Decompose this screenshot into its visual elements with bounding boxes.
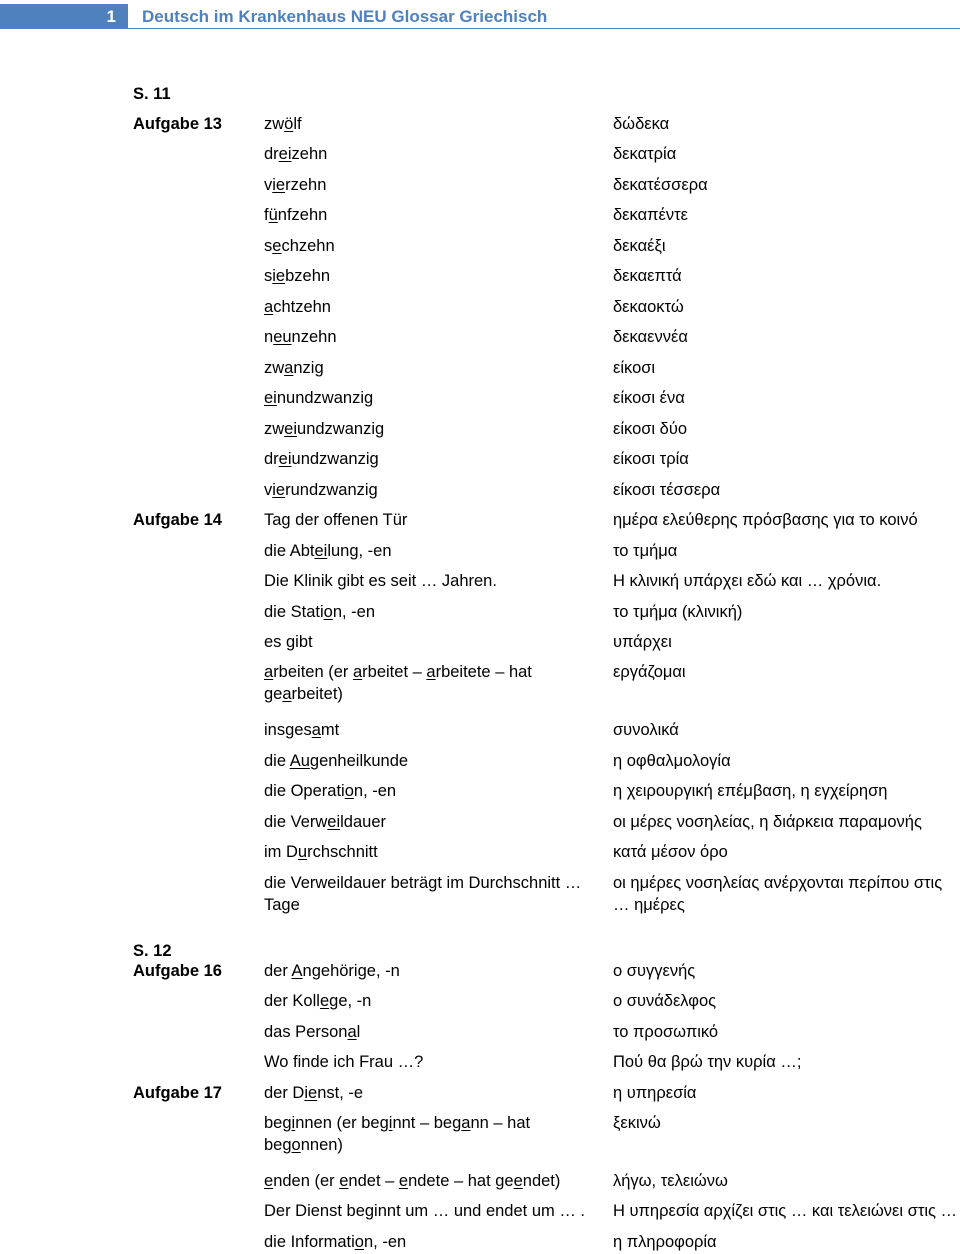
german-term: die Station, -en (264, 603, 376, 621)
german-term: beginnen (er beginnt – begann – hat begonnen) (264, 1114, 531, 1154)
header-rule (128, 28, 960, 29)
greek-translation: είκοσι δύο (613, 420, 688, 438)
german-term: enden (er endet – endete – hat geendet) (264, 1172, 561, 1190)
greek-translation: κατά μέσον όρο (613, 843, 728, 861)
german-term: dreizehn (264, 145, 328, 163)
greek-translation: οι ημέρες νοσηλείας ανέρχονται περίπου στις … ημέρες (613, 874, 943, 914)
greek-translation: η υπηρεσία (613, 1084, 697, 1102)
german-term: achtzehn (264, 298, 331, 316)
task-label: Aufgabe 14 (133, 511, 222, 529)
german-term: Wo finde ich Frau …? (264, 1053, 424, 1071)
greek-translation: Η υπηρεσία αρχίζει στις … και τελειώνει στις … (613, 1202, 958, 1220)
greek-translation: ο συνάδελφος (613, 992, 717, 1010)
german-term: die Abteilung, -en (264, 542, 392, 560)
german-term: die Augenheilkunde (264, 752, 409, 770)
task-label: Aufgabe 17 (133, 1084, 222, 1102)
german-term: die Verweildauer beträgt im Durchschnitt … Tage (264, 874, 582, 914)
german-term: sechzehn (264, 237, 335, 255)
greek-translation: οι μέρες νοσηλείας, η διάρκεια παραμονής (613, 813, 922, 831)
greek-translation: δεκατέσσερα (613, 176, 708, 194)
german-term: vierundzwanzig (264, 481, 378, 499)
page-header (0, 4, 960, 30)
greek-translation: η χειρουργική επέμβαση, η εγχείρηση (613, 782, 888, 800)
german-term: zwanzig (264, 359, 324, 377)
task-label: Aufgabe 16 (133, 962, 222, 980)
greek-translation: ο συγγενής (613, 962, 696, 980)
greek-translation: ξεκινώ (613, 1114, 661, 1132)
greek-translation: το προσωπικό (613, 1023, 719, 1041)
greek-translation: λήγω, τελειώνω (613, 1172, 728, 1190)
greek-translation: είκοσι τρία (613, 450, 689, 468)
german-term: zweiundzwanzig (264, 420, 385, 438)
german-term: der Kollege, -n (264, 992, 372, 1010)
german-term: neunzehn (264, 328, 337, 346)
document-title: Deutsch im Krankenhaus NEU Glossar Griechisch (142, 7, 548, 26)
german-term: es gibt (264, 633, 313, 651)
greek-translation: εργάζομαι (613, 663, 686, 681)
greek-translation: δεκατρία (613, 145, 677, 163)
greek-translation: Η κλινική υπάρχει εδώ και … χρόνια. (613, 572, 882, 590)
greek-translation: δεκαοκτώ (613, 298, 684, 316)
german-term: fünfzehn (264, 206, 328, 224)
german-term: arbeiten (er arbeitet – arbeitete – hat gearbeitet) (264, 663, 532, 703)
greek-translation: το τμήμα (κλινική) (613, 603, 743, 621)
greek-translation: η οφθαλμολογία (613, 752, 731, 770)
greek-translation: ημέρα ελεύθερης πρόσβασης για το κοινό (613, 511, 918, 529)
greek-translation: είκοσι τέσσερα (613, 481, 721, 499)
greek-translation: δεκαεννέα (613, 328, 688, 346)
german-term: Der Dienst beginnt um … und endet um … . (264, 1202, 585, 1220)
greek-translation: δεκαπέντε (613, 206, 688, 224)
greek-translation: Πού θα βρώ την κυρία …; (613, 1053, 802, 1071)
greek-translation: είκοσι (613, 359, 656, 377)
german-term: die Information, -en (264, 1233, 407, 1251)
german-term: zwölf (264, 115, 302, 133)
task-label: Aufgabe 13 (133, 115, 222, 133)
greek-translation: δώδεκα (613, 115, 670, 133)
german-term: Tag der offenen Tür (264, 511, 408, 529)
greek-translation: η πληροφορία (613, 1233, 717, 1251)
german-term: der Dienst, -e (264, 1084, 364, 1102)
german-term: der Angehörige, -n (264, 962, 400, 980)
german-term: die Verweildauer (264, 813, 387, 831)
german-term: vierzehn (264, 176, 327, 194)
german-term: im Durchschnitt (264, 843, 378, 861)
german-term: die Operation, -en (264, 782, 397, 800)
page-number-box (0, 4, 128, 29)
greek-translation: συνολικά (613, 721, 679, 739)
page-number: 1 (106, 7, 116, 26)
greek-translation: το τμήμα (613, 542, 678, 560)
greek-translation: δεκαεπτά (613, 267, 682, 285)
greek-translation: είκοσι ένα (613, 389, 685, 407)
german-term: insgesamt (264, 721, 340, 739)
greek-translation: υπάρχει (613, 633, 672, 651)
german-term: dreiundzwanzig (264, 450, 379, 468)
german-term: siebzehn (264, 267, 331, 285)
german-term: Die Klinik gibt es seit … Jahren. (264, 572, 497, 590)
german-term: einundzwanzig (264, 389, 374, 407)
german-term: das Personal (264, 1023, 361, 1041)
greek-translation: δεκαέξι (613, 237, 666, 255)
